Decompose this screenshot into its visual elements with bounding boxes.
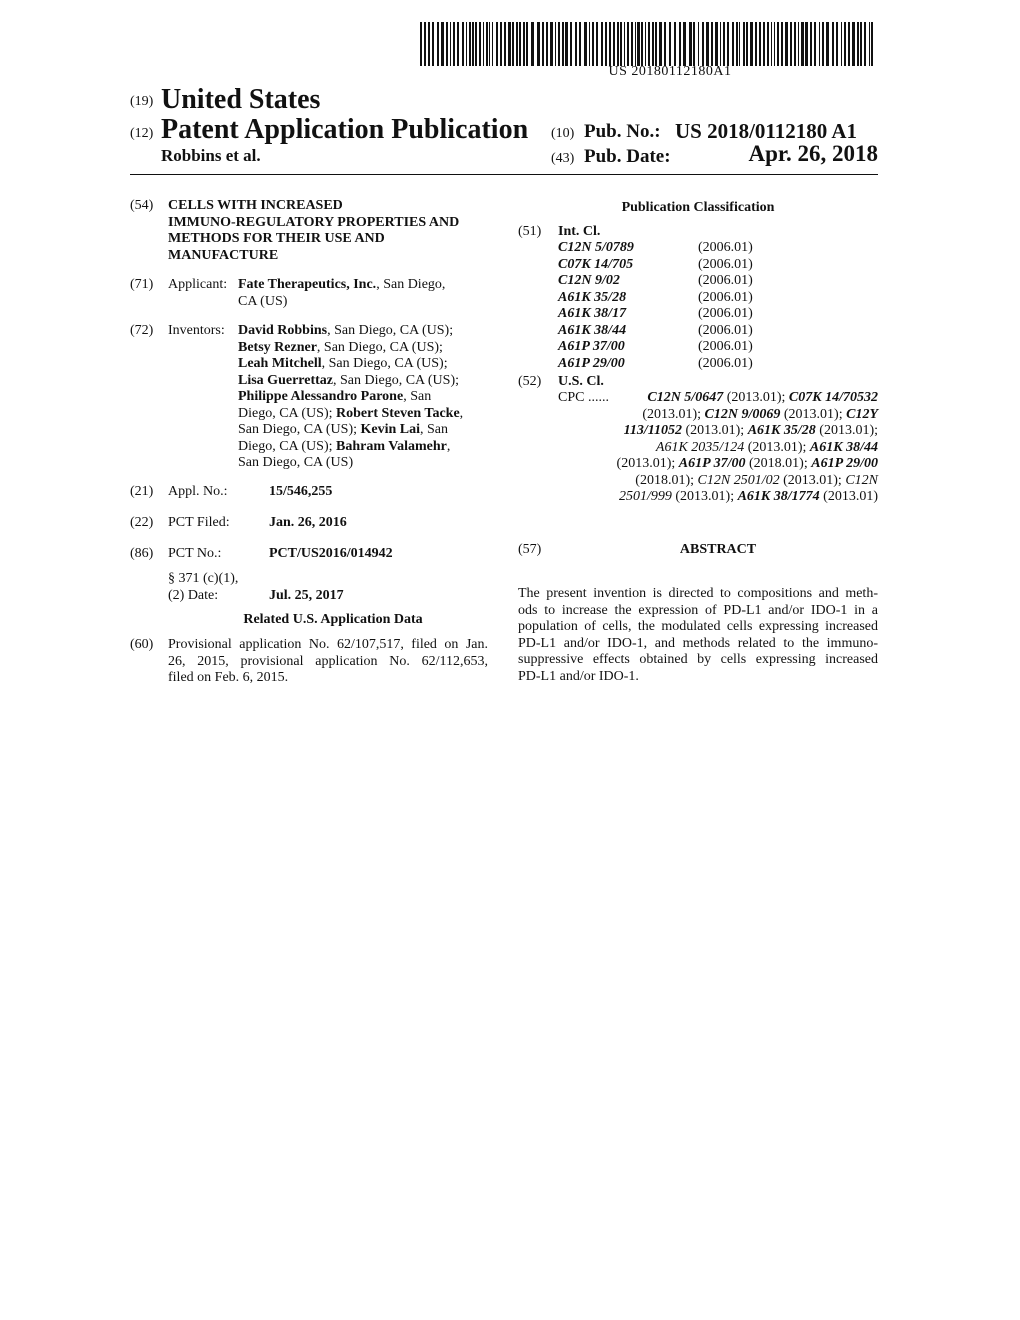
barcode-bar [579, 22, 581, 66]
appl-no-label: Appl. No.: [168, 484, 228, 499]
barcode-bar [441, 22, 444, 66]
applicant-name: Fate Therapeutics, Inc. [238, 277, 377, 292]
country: United States [161, 84, 321, 115]
related-line: 26, 2015, provisional application No. 62/112,653, [168, 653, 488, 669]
barcode-bar [674, 22, 676, 66]
barcode-bar [596, 22, 598, 66]
abstract-line: ods to increase the expression of PD-L1 and/or IDO-1 in a [518, 602, 878, 618]
barcode-bar [546, 22, 548, 66]
cpc-version: (2013.01); [780, 406, 847, 422]
barcode-bar [450, 22, 451, 66]
pct-no: PCT/US2016/014942 [269, 546, 393, 561]
abstract-heading: ABSTRACT [679, 542, 757, 557]
barcode-bar [864, 22, 866, 66]
s371-date-label: (2) Date: [168, 588, 219, 603]
barcode-bar [693, 22, 695, 66]
int-cl-code: A61K 35/28 [558, 290, 627, 305]
barcode-bar [575, 22, 577, 66]
classification-heading: Publication Classification [621, 200, 775, 215]
inventor-location: San Diego, CA (US); [238, 422, 361, 437]
barcode-bar [822, 22, 824, 66]
barcode-bar [432, 22, 434, 66]
barcode-bar [727, 22, 729, 66]
tag-43: (43) [551, 151, 575, 166]
barcode-bar [645, 22, 646, 66]
barcode-bar [832, 22, 834, 66]
cpc-version: (2013.01); [779, 472, 846, 488]
int-cl-version: (2006.01) [698, 339, 753, 354]
cpc-code: C12N [845, 472, 878, 488]
cpc-version: (2018.01); [745, 456, 812, 471]
barcode-bar [472, 22, 474, 66]
barcode-bar [483, 22, 484, 66]
barcode-bar [652, 22, 654, 66]
cpc-code: A61P 29/00 [811, 456, 878, 471]
inventor-name: Philippe Alessandro Parone [238, 389, 404, 404]
barcode-bar [774, 22, 775, 66]
int-cl-row [558, 306, 818, 323]
cpc-block [558, 390, 878, 506]
inventor-location: , San Diego, CA (US); [333, 372, 459, 388]
barcode-number: US 20180112180A1 [608, 64, 732, 79]
barcode-bar [655, 22, 657, 66]
inventors-list [238, 323, 498, 472]
abstract-line: PD-L1 and/or IDO-1, and methods related to the immuno- [518, 635, 878, 651]
barcode-bar [489, 22, 490, 66]
barcode-bar [702, 22, 704, 66]
barcode-bar [836, 22, 838, 66]
barcode-bar [781, 22, 783, 66]
barcode-bar [844, 22, 846, 66]
barcode-bar [641, 22, 643, 66]
applicant-location: CA (US) [238, 293, 288, 309]
barcode [420, 22, 878, 66]
tag-60: (60) [130, 637, 154, 652]
barcode-bar [500, 22, 502, 66]
cpc-version: (2018.01); [635, 472, 698, 488]
barcode-bar [446, 22, 448, 66]
barcode-bar [627, 22, 629, 66]
barcode-bar [763, 22, 765, 66]
barcode-bar [777, 22, 779, 66]
barcode-bar [785, 22, 788, 66]
header-rule [130, 174, 878, 175]
tag-22: (22) [130, 515, 154, 530]
int-cl-row [558, 356, 818, 373]
applicant-location: , San Diego, [376, 277, 446, 292]
barcode-bar [516, 22, 518, 66]
barcode-bar [504, 22, 506, 66]
cpc-code: A61K 38/1774 [737, 489, 820, 504]
barcode-bar [542, 22, 544, 66]
int-cl-version: (2006.01) [698, 257, 753, 272]
inventor-name: Bahram Valamehr [336, 438, 447, 454]
int-cl-code: C12N 9/02 [558, 273, 620, 288]
barcode-bar [519, 22, 521, 66]
barcode-bar [819, 22, 820, 66]
inventors-label: Inventors: [168, 323, 225, 338]
abstract-text [518, 586, 878, 685]
barcode-bar [496, 22, 498, 66]
barcode-bar [613, 22, 615, 66]
related-line: filed on Feb. 6, 2015. [168, 670, 289, 685]
barcode-bar [453, 22, 455, 66]
barcode-bar [570, 22, 572, 66]
abstract-line: PD-L1 and/or IDO-1. [518, 668, 639, 684]
cpc-code: A61K 2035/124 [655, 439, 745, 455]
barcode-bar [562, 22, 564, 66]
tag-12: (12) [130, 126, 154, 141]
barcode-bar [736, 22, 738, 66]
barcode-bar [826, 22, 829, 66]
cpc-version: (2013.01); [681, 423, 748, 438]
cpc-code: 113/11052 [623, 423, 682, 438]
inventor-name: Lisa Guerrettaz [238, 372, 333, 388]
barcode-bar [814, 22, 816, 66]
barcode-bar [428, 22, 430, 66]
tag-72: (72) [130, 323, 154, 338]
inventor-location: , San [403, 389, 432, 404]
cpc-version: (2013.01) [819, 489, 878, 504]
tag-54: (54) [130, 198, 154, 213]
int-cl-row [558, 339, 818, 356]
inventor-location: San Diego, CA (US) [238, 455, 354, 470]
barcode-bar [609, 22, 611, 66]
barcode-bar [648, 22, 650, 66]
barcode-bar [664, 22, 666, 66]
us-cl-label: U.S. Cl. [558, 374, 604, 389]
barcode-bar [790, 22, 792, 66]
int-cl-code: C07K 14/705 [558, 257, 634, 272]
inventor-location: Diego, CA (US); [238, 405, 336, 421]
tag-52: (52) [518, 374, 542, 389]
title-line: IMMUNO-REGULATORY PROPERTIES AND [168, 214, 460, 230]
barcode-bar [526, 22, 528, 66]
barcode-bar [852, 22, 855, 66]
inventor-name: Robert Steven Tacke [336, 405, 460, 421]
barcode-bar [750, 22, 753, 66]
barcode-bar [555, 22, 556, 66]
int-cl-version: (2006.01) [698, 290, 753, 305]
barcode-bar [624, 22, 625, 66]
cpc-code: C07K 14/70532 [788, 390, 878, 405]
inventor-location: , [459, 405, 464, 421]
int-cl-code: A61P 29/00 [558, 356, 625, 371]
int-cl-version: (2006.01) [698, 306, 753, 321]
tag-21: (21) [130, 484, 154, 499]
tag-19: (19) [130, 94, 154, 109]
pub-no: US 2018/0112180 A1 [675, 119, 858, 143]
doc-type: Patent Application Publication [161, 114, 529, 145]
cpc-code: C12Y [846, 406, 878, 422]
barcode-bar [565, 22, 568, 66]
cpc-version: (2013.01); [616, 456, 679, 471]
s371-label: § 371 (c)(1), [168, 571, 239, 586]
barcode-bar [767, 22, 769, 66]
tag-71: (71) [130, 277, 154, 292]
cpc-label: CPC ...... [558, 390, 609, 405]
int-cl-code: A61P 37/00 [558, 339, 625, 354]
related-heading: Related U.S. Application Data [243, 612, 423, 627]
cpc-code: C12N 9/0069 [704, 406, 781, 422]
barcode-bar [871, 22, 873, 66]
barcode-bar [732, 22, 734, 66]
int-cl-version: (2006.01) [698, 323, 753, 338]
barcode-bar [486, 22, 488, 66]
barcode-bar [631, 22, 633, 66]
applicant-label: Applicant: [168, 277, 228, 292]
cpc-code: A61P 37/00 [678, 456, 746, 471]
barcode-bar [720, 22, 721, 66]
int-cl-row [558, 240, 818, 257]
barcode-bar [739, 22, 740, 66]
barcode-bar [698, 22, 699, 66]
cpc-version: (2013.01); [671, 489, 738, 504]
s371-date: Jul. 25, 2017 [269, 588, 344, 603]
barcode-bar [469, 22, 471, 66]
cpc-version: (2013.01); [642, 406, 705, 422]
barcode-bar [550, 22, 553, 66]
barcode-bar [848, 22, 850, 66]
int-cl-row [558, 290, 818, 307]
applicant [238, 277, 498, 310]
barcode-bar [715, 22, 718, 66]
barcode-bar [798, 22, 799, 66]
int-cl-row [558, 273, 818, 290]
int-cl-code: A61K 38/17 [558, 306, 627, 321]
barcode-bar [771, 22, 772, 66]
title-line: CELLS WITH INCREASED [168, 198, 343, 213]
pub-date-label: Pub. Date: [584, 146, 671, 167]
inventor-location: , San Diego, CA (US); [316, 339, 443, 355]
barcode-bar [523, 22, 525, 66]
cpc-code: A61K 38/44 [809, 439, 878, 455]
int-cl-version: (2006.01) [698, 356, 753, 371]
barcode-bar [508, 22, 511, 66]
authors: Robbins et al. [161, 146, 261, 165]
int-cl-version: (2006.01) [698, 240, 753, 255]
inventor-name: Leah Mitchell [238, 356, 322, 371]
pub-date: Apr. 26, 2018 [748, 141, 878, 166]
pct-filed-label: PCT Filed: [168, 515, 230, 530]
barcode-bar [743, 22, 745, 66]
title-line: MANUFACTURE [168, 247, 279, 263]
barcode-bar [420, 22, 422, 66]
inventor-name: David Robbins [238, 323, 328, 338]
barcode-bar [589, 22, 590, 66]
barcode-bar [466, 22, 467, 66]
tag-10: (10) [551, 126, 575, 141]
tag-51: (51) [518, 224, 542, 239]
barcode-bar [841, 22, 842, 66]
abstract-line: suppressive effects obtained by cells expressing increased [518, 652, 878, 667]
cpc-version: (2013.01); [815, 423, 878, 438]
barcode-bar [592, 22, 594, 66]
barcode-bar [706, 22, 709, 66]
barcode-bar [605, 22, 607, 66]
related-line: Provisional application No. 62/107,517, filed on Jan. [168, 637, 488, 652]
int-cl-code: C12N 5/0789 [558, 240, 634, 255]
barcode-bar [531, 22, 534, 66]
barcode-bar [759, 22, 761, 66]
barcode-bar [869, 22, 870, 66]
inventor-location: , San Diego, CA (US); [321, 356, 448, 371]
cpc-code: C12N 2501/02 [697, 472, 780, 488]
inventor-location: Diego, CA (US); [238, 438, 336, 454]
barcode-bar [601, 22, 603, 66]
inventor-name: Betsy Rezner [238, 339, 317, 355]
barcode-bar [801, 22, 804, 66]
barcode-bar [659, 22, 662, 66]
cpc-version: (2013.01); [744, 439, 810, 455]
abstract-line: The present invention is directed to compositions and meth- [518, 586, 878, 601]
related-text [168, 637, 488, 687]
barcode-bar [689, 22, 692, 66]
barcode-bar [755, 22, 757, 66]
tag-57: (57) [518, 542, 542, 557]
barcode-bar [512, 22, 514, 66]
barcode-bar [492, 22, 493, 66]
barcode-bar [479, 22, 481, 66]
barcode-bar [746, 22, 748, 66]
pct-filed-date: Jan. 26, 2016 [269, 515, 347, 530]
pub-no-label: Pub. No.: [584, 121, 661, 142]
barcode-bar [711, 22, 713, 66]
barcode-bar [457, 22, 459, 66]
barcode-bar [475, 22, 477, 66]
cpc-code: C12N 5/0647 [647, 390, 724, 405]
barcode-bar [424, 22, 426, 66]
barcode-bar [805, 22, 808, 66]
cpc-code: 2501/999 [618, 489, 672, 504]
barcode-bar [617, 22, 619, 66]
barcode-bar [558, 22, 560, 66]
barcode-bar [537, 22, 540, 66]
barcode-bar [669, 22, 671, 66]
inventor-name: Kevin Lai [360, 422, 421, 437]
barcode-bar [584, 22, 587, 66]
inventor-location: , San [420, 422, 449, 437]
abstract-line: population of cells, the modulated cells expressing increased [518, 619, 878, 634]
barcode-bar [462, 22, 464, 66]
int-cl-label: Int. Cl. [558, 224, 601, 239]
barcode-bar [860, 22, 862, 66]
barcode-bar [437, 22, 439, 66]
title-line: METHODS FOR THEIR USE AND [168, 231, 385, 246]
inventor-location: , San Diego, CA (US); [327, 323, 454, 338]
barcode-bar [635, 22, 636, 66]
int-cl-version: (2006.01) [698, 273, 753, 288]
invention-title [168, 198, 498, 264]
tag-86: (86) [130, 546, 154, 561]
cpc-code: A61K 35/28 [747, 423, 816, 438]
inventor-location: , [446, 438, 451, 454]
barcode-bar [810, 22, 812, 66]
barcode-bar [683, 22, 686, 66]
barcode-bar [794, 22, 796, 66]
int-cl-row [558, 323, 818, 340]
barcode-bar [857, 22, 859, 66]
barcode-bar [723, 22, 725, 66]
pct-no-label: PCT No.: [168, 546, 222, 561]
int-cl-code: A61K 38/44 [558, 323, 627, 338]
barcode-bar [620, 22, 622, 66]
cpc-version: (2013.01); [723, 390, 789, 405]
barcode-bar [637, 22, 640, 66]
appl-no: 15/546,255 [269, 484, 333, 499]
barcode-bar [679, 22, 681, 66]
int-cl-row [558, 257, 818, 274]
